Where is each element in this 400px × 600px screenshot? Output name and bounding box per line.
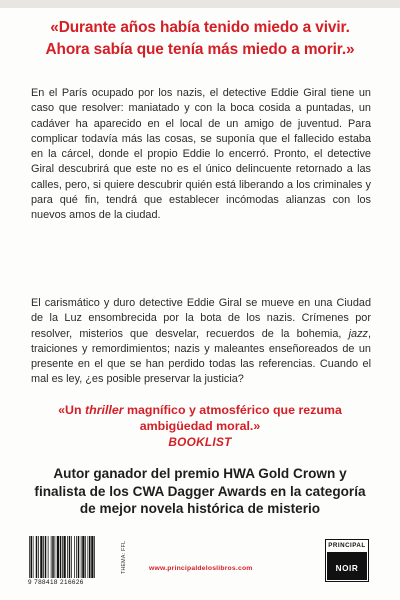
principal-noir-logo bbox=[323, 538, 371, 582]
barcode-bar bbox=[48, 536, 49, 578]
barcode-bar bbox=[81, 536, 82, 578]
tagline-quote bbox=[18, 17, 382, 61]
barcode-bar bbox=[67, 536, 68, 578]
barcode-bar bbox=[76, 536, 77, 578]
barcode-bar bbox=[85, 536, 86, 578]
barcode-bar bbox=[36, 536, 38, 578]
barcode-bar bbox=[45, 536, 47, 578]
barcode-bar bbox=[69, 536, 71, 578]
barcode-bar bbox=[31, 536, 33, 578]
barcode-bar bbox=[33, 536, 34, 578]
synopsis-paragraph-1: En el París ocupado por los nazis, el detective Eddie Giral tiene un caso que resolver: maniatado y con la boca cosida a puntadas, un cadáver ha aparecido en el local de un amigo de juventud. Para complicar todavía más las cosas, se suponía que el fallecido estaba en la cárcel, donde el propio Eddie lo encerró. Pronto, el detective Giral descubrirá que este no es el único delincuente retornado a las calles, pero, si quiere descubrir quién está liberando a los criminales y para qué fin, tendrá que establecer incómodas alianzas con los nuevos amos de la ciudad. bbox=[31, 87, 371, 222]
barcode-bar bbox=[74, 536, 75, 578]
review-text-b: magnífico y atmosférico que rezuma bbox=[123, 403, 342, 417]
award-line-3: de mejor novela histórica de misterio bbox=[79, 501, 321, 516]
logo-bottom-text: NOIR bbox=[335, 564, 359, 573]
barcode-bar bbox=[71, 536, 72, 578]
tagline-line-1: «Durante años había tenido miedo a vivir. bbox=[50, 19, 350, 36]
barcode-bar bbox=[91, 536, 93, 578]
barcode-bar bbox=[29, 536, 30, 578]
barcode-bar bbox=[38, 536, 39, 578]
thema-code: THEMA: FFL bbox=[121, 540, 127, 574]
review-quote bbox=[20, 402, 380, 450]
tagline-line-2: Ahora sabía que tenía más miedo a morir.» bbox=[45, 41, 355, 58]
barcode-bar bbox=[55, 536, 56, 578]
barcode bbox=[28, 536, 116, 578]
barcode-bar bbox=[40, 536, 42, 578]
isbn-number: 9 788418 216626 bbox=[28, 579, 84, 586]
award-line-1: Autor ganador del premio HWA Gold Crown y bbox=[53, 466, 347, 481]
logo-top-text: PRINCIPAL bbox=[328, 542, 366, 549]
barcode-bar bbox=[82, 536, 84, 578]
barcode-bar bbox=[78, 536, 80, 578]
review-italic: thriller bbox=[85, 403, 124, 417]
review-text-a: «Un bbox=[58, 403, 85, 417]
barcode-bar bbox=[57, 536, 59, 578]
barcode-graphic bbox=[28, 536, 116, 578]
publisher-url[interactable]: www.principaldeloslibros.com bbox=[149, 565, 253, 572]
barcode-bar bbox=[60, 536, 62, 578]
barcode-bar bbox=[43, 536, 44, 578]
barcode-bar bbox=[64, 536, 66, 578]
synopsis-p2-text-a: El carismático y duro detective Eddie Giral se mueve en una Ciudad de la Luz ensombrecida por la bota de los nazis. Crímenes por resolver, misterios que desvelar, recuerdos de la bohemia, bbox=[31, 297, 371, 340]
barcode-bar bbox=[51, 536, 52, 578]
review-line-1 bbox=[20, 402, 380, 418]
top-edge-strip bbox=[0, 0, 400, 8]
review-line-2: ambigüedad moral.» bbox=[139, 419, 261, 433]
award-statement bbox=[14, 465, 386, 518]
barcode-bar bbox=[52, 536, 54, 578]
award-line-2: finalista de los CWA Dagger Awards en la categoría bbox=[34, 483, 366, 499]
review-source: BOOKLIST bbox=[168, 435, 232, 449]
synopsis-p2-italic: jazz bbox=[348, 327, 368, 340]
barcode-bar bbox=[89, 536, 91, 578]
synopsis-p2-text-b: , traiciones y remordimientos; nazis y maleantes enseñoreados de un presente en el que se han perdido todas las referencias. Cuando el mal es ley, ¿es posible preservar la justicia? bbox=[31, 327, 371, 386]
synopsis-paragraph-2 bbox=[31, 296, 371, 388]
barcode-bar bbox=[94, 536, 95, 578]
barcode-bar bbox=[62, 536, 63, 578]
barcode-bar bbox=[88, 536, 89, 578]
